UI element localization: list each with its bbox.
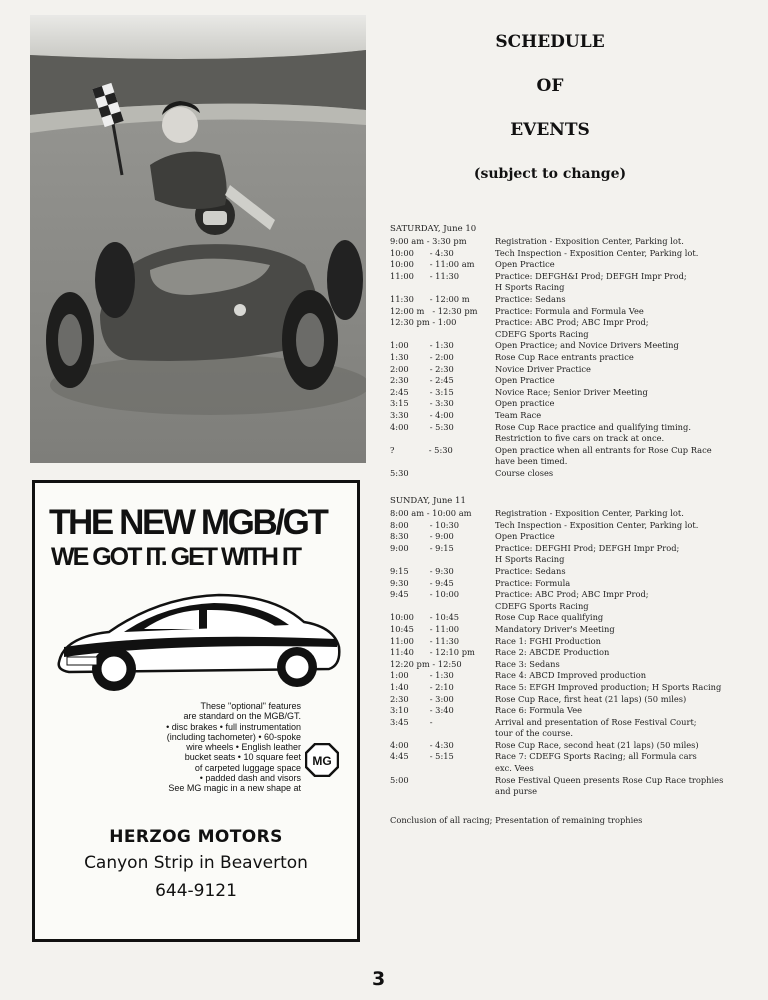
race-photo (30, 15, 366, 463)
schedule-row (390, 543, 760, 555)
schedule-row (390, 329, 760, 341)
schedule-event: Race 4: ABCD Improved production (495, 670, 647, 681)
schedule-time: 9:45 - 10:00 (390, 589, 460, 600)
schedule-subtitle: (subject to change) (473, 166, 627, 182)
schedule-time: 10:00 - 10:45 (390, 612, 460, 623)
ad-feature-line: • padded dash and visors (199, 773, 301, 784)
schedule-time: 12:20 pm - 12:50 (390, 658, 462, 669)
schedule-time: 2:30 - 3:00 (390, 693, 454, 704)
schedule-event: H Sports Racing (495, 554, 565, 565)
schedule-event: Open Practice (495, 375, 555, 386)
schedule-row (390, 728, 760, 740)
schedule-row (390, 682, 760, 694)
schedule-row (390, 294, 760, 306)
schedule-time: 8:30 - 9:00 (390, 531, 454, 542)
ad-feature-line: These "optional" features (200, 701, 301, 711)
schedule-row (390, 340, 760, 352)
schedule-time: 11:40 - 12:10 pm (390, 647, 475, 658)
dealer-phone: 644-9121 (155, 881, 237, 901)
schedule-event: Team Race (495, 409, 542, 420)
schedule-event: Novice Race; Senior Driver Meeting (495, 386, 648, 397)
schedule-time: 3:15 - 3:30 (390, 398, 454, 409)
schedule-time: 10:00 - 11:00 am (390, 259, 475, 270)
ad-headline: THE NEW MGB/GT (49, 503, 327, 542)
schedule-row (390, 375, 760, 387)
schedule-row (390, 508, 760, 520)
schedule-row (390, 317, 760, 329)
schedule-event: Race 1: FGHI Production (495, 635, 601, 646)
schedule-title-line2: OF (536, 76, 564, 96)
schedule-event: have been timed. (495, 456, 568, 467)
schedule-row (390, 612, 760, 624)
schedule-time: 2:30 - 2:45 (390, 375, 454, 386)
schedule-event: Registration - Exposition Center, Parking lot. (495, 508, 684, 518)
schedule-time: 3:45 - (390, 716, 433, 727)
ad-feature-line: bucket seats • 10 square feet (184, 752, 301, 763)
schedule-row (390, 601, 760, 613)
schedule-row (390, 433, 760, 445)
schedule-event: Practice: ABC Prod; ABC Impr Prod; (495, 317, 649, 328)
race-photo-image (30, 15, 366, 463)
schedule-time: 11:30 - 12:00 m (390, 293, 470, 304)
page-number: 3 (372, 968, 386, 990)
mgb-gt-advertisement (32, 480, 360, 942)
schedule-row (390, 624, 760, 636)
schedule-row (390, 636, 760, 648)
schedule-row (390, 589, 760, 601)
schedule-time: 10:45 - 11:00 (390, 623, 460, 634)
schedule-event: Rose Cup Race qualifying (495, 612, 604, 623)
schedule-time: 11:00 - 11:30 (390, 270, 460, 281)
schedule-event: Course closes (495, 467, 554, 478)
schedule-time: 5:30 (390, 467, 409, 478)
schedule-row (390, 248, 760, 260)
ad-feature-line: (including tachometer) • 60-spoke (166, 731, 301, 742)
schedule-row (390, 578, 760, 590)
schedule-event: Race 6: Formula Vee (495, 705, 583, 716)
schedule-event: Open practice when all entrants for Rose Cup Race (495, 444, 712, 455)
schedule-row (390, 410, 760, 422)
schedule-time: 9:30 - 9:45 (390, 577, 454, 588)
schedule-event: Novice Driver Practice (495, 363, 591, 374)
dealer-address: Canyon Strip in Beaverton (84, 853, 308, 873)
schedule-event: Open practice (495, 398, 555, 409)
schedule-row (390, 763, 760, 775)
schedule-time: 9:00 am - 3:30 pm (390, 236, 467, 246)
schedule-time: 12:00 m - 12:30 pm (390, 305, 478, 316)
schedule-row (390, 566, 760, 578)
schedule-time: 3:30 - 4:00 (390, 409, 454, 420)
ad-subheadline: WE GOT IT. GET WITH IT (51, 543, 301, 571)
schedule-time: 4:00 - 5:30 (390, 421, 454, 432)
schedule-event: Arrival and presentation of Rose Festival Court; (495, 716, 697, 727)
schedule-row (390, 694, 760, 706)
schedule-event: Practice: ABC Prod; ABC Impr Prod; (495, 589, 649, 600)
schedule-time: ? - 5:30 (390, 444, 453, 455)
schedule-row (390, 282, 760, 294)
schedule-row (390, 236, 760, 248)
schedule-row (390, 659, 760, 671)
schedule-event: CDEFG Sports Racing (495, 600, 589, 611)
ad-feature-line: See MG magic in a new shape at (168, 783, 301, 794)
schedule-title-line1: SCHEDULE (495, 32, 605, 52)
schedule-event: Race 5: EFGH Improved production; H Sports Racing (495, 681, 722, 692)
ad-feature-line: of carpeted luggage space (194, 762, 301, 773)
schedule-row (390, 306, 760, 318)
schedule-row (390, 647, 760, 659)
schedule-event: Open Practice (495, 531, 555, 542)
sunday-schedule-list (390, 508, 760, 798)
schedule-row (390, 670, 760, 682)
schedule-row (390, 751, 760, 763)
mgb-gt-car-illustration (49, 577, 349, 697)
schedule-event: Practice: DEFGH&I Prod; DEFGH Impr Prod; (495, 270, 687, 281)
schedule-time: 8:00 am - 10:00 am (390, 508, 472, 518)
schedule-event: Practice: DEFGHI Prod; DEFGH Impr Prod; (495, 542, 680, 553)
schedule-row (390, 259, 760, 271)
schedule-time: 1:30 - 2:00 (390, 351, 454, 362)
schedule-row (390, 387, 760, 399)
schedule-event: Tech Inspection - Exposition Center, Parking lot. (495, 519, 699, 530)
schedule-row (390, 717, 760, 729)
schedule-event: Practice: Formula and Formula Vee (495, 305, 644, 316)
mg-octagon-logo-icon (305, 743, 339, 777)
schedule-event: Open Practice (495, 259, 555, 270)
schedule-event: Registration - Exposition Center, Parking lot. (495, 236, 684, 246)
schedule-time: 3:10 - 3:40 (390, 705, 454, 716)
schedule-time: 1:00 - 1:30 (390, 670, 454, 681)
schedule-event: Practice: Sedans (495, 565, 566, 576)
schedule-event: Race 2: ABCDE Production (495, 647, 610, 658)
schedule-row (390, 786, 760, 798)
sunday-heading: SUNDAY, June 11 (390, 496, 466, 506)
schedule-time: 9:15 - 9:30 (390, 565, 454, 576)
schedule-row (390, 531, 760, 543)
schedule-row (390, 422, 760, 434)
mg-logo-text: MG (312, 754, 332, 768)
schedule-event: H Sports Racing (495, 282, 565, 293)
schedule-event: CDEFG Sports Racing (495, 328, 589, 339)
schedule-row (390, 740, 760, 752)
schedule-event: Mandatory Driver's Meeting (495, 623, 615, 634)
schedule-event: Rose Festival Queen presents Rose Cup Race trophies (495, 774, 724, 785)
schedule-event: Practice: Formula (495, 577, 571, 588)
schedule-time: 4:00 - 4:30 (390, 739, 454, 750)
schedule-event: Tech Inspection - Exposition Center, Parking lot. (495, 247, 699, 258)
schedule-event: Open Practice; and Novice Drivers Meeting (495, 340, 679, 351)
schedule-row (390, 456, 760, 468)
schedule-event: Practice: Sedans (495, 293, 566, 304)
schedule-event: Race 3: Sedans (495, 658, 560, 669)
saturday-schedule-list (390, 236, 760, 479)
schedule-event: Rose Cup Race, first heat (21 laps) (50 miles) (495, 693, 687, 704)
dealer-name: HERZOG MOTORS (109, 827, 283, 847)
schedule-time: 2:45 - 3:15 (390, 386, 454, 397)
ad-feature-line: wire wheels • English leather (186, 742, 301, 753)
schedule-row (390, 445, 760, 457)
schedule-event: Rose Cup Race entrants practice (495, 351, 634, 362)
schedule-time: 5:00 (390, 774, 409, 785)
schedule-time: 8:00 - 10:30 (390, 519, 460, 530)
schedule-time: 2:00 - 2:30 (390, 363, 454, 374)
ad-feature-line: are standard on the MGB/GT. (183, 711, 301, 722)
ad-features-text (91, 701, 301, 794)
schedule-event: exc. Vees (495, 763, 534, 774)
schedule-event: and purse (495, 786, 538, 797)
schedule-event: Race 7: CDEFG Sports Racing; all Formula cars (495, 751, 697, 762)
schedule-event: Rose Cup Race, second heat (21 laps) (50 miles) (495, 739, 699, 750)
schedule-event: Restriction to five cars on track at once. (495, 433, 665, 444)
schedule-time: 9:00 - 9:15 (390, 542, 454, 553)
schedule-row (390, 775, 760, 787)
schedule-event: tour of the course. (495, 728, 573, 739)
schedule-time: 4:45 - 5:15 (390, 751, 454, 762)
schedule-row (390, 705, 760, 717)
schedule-time: 1:00 - 1:30 (390, 340, 454, 351)
schedule-event: Rose Cup Race practice and qualifying timing. (495, 421, 691, 432)
schedule-row (390, 364, 760, 376)
schedule-row (390, 271, 760, 283)
ad-feature-line: • disc brakes • full instrumentation (166, 721, 301, 732)
schedule-row (390, 468, 760, 480)
saturday-heading: SATURDAY, June 10 (390, 224, 477, 234)
schedule-row (390, 520, 760, 532)
schedule-conclusion: Conclusion of all racing; Presentation of remaining trophies (390, 815, 643, 825)
schedule-time: 11:00 - 11:30 (390, 635, 460, 646)
schedule-time: 12:30 pm - 1:00 (390, 317, 457, 328)
schedule-time: 1:40 - 2:10 (390, 681, 454, 692)
schedule-row (390, 554, 760, 566)
schedule-row (390, 352, 760, 364)
schedule-title-line3: EVENTS (510, 120, 590, 140)
schedule-row (390, 398, 760, 410)
schedule-time: 10:00 - 4:30 (390, 247, 454, 258)
